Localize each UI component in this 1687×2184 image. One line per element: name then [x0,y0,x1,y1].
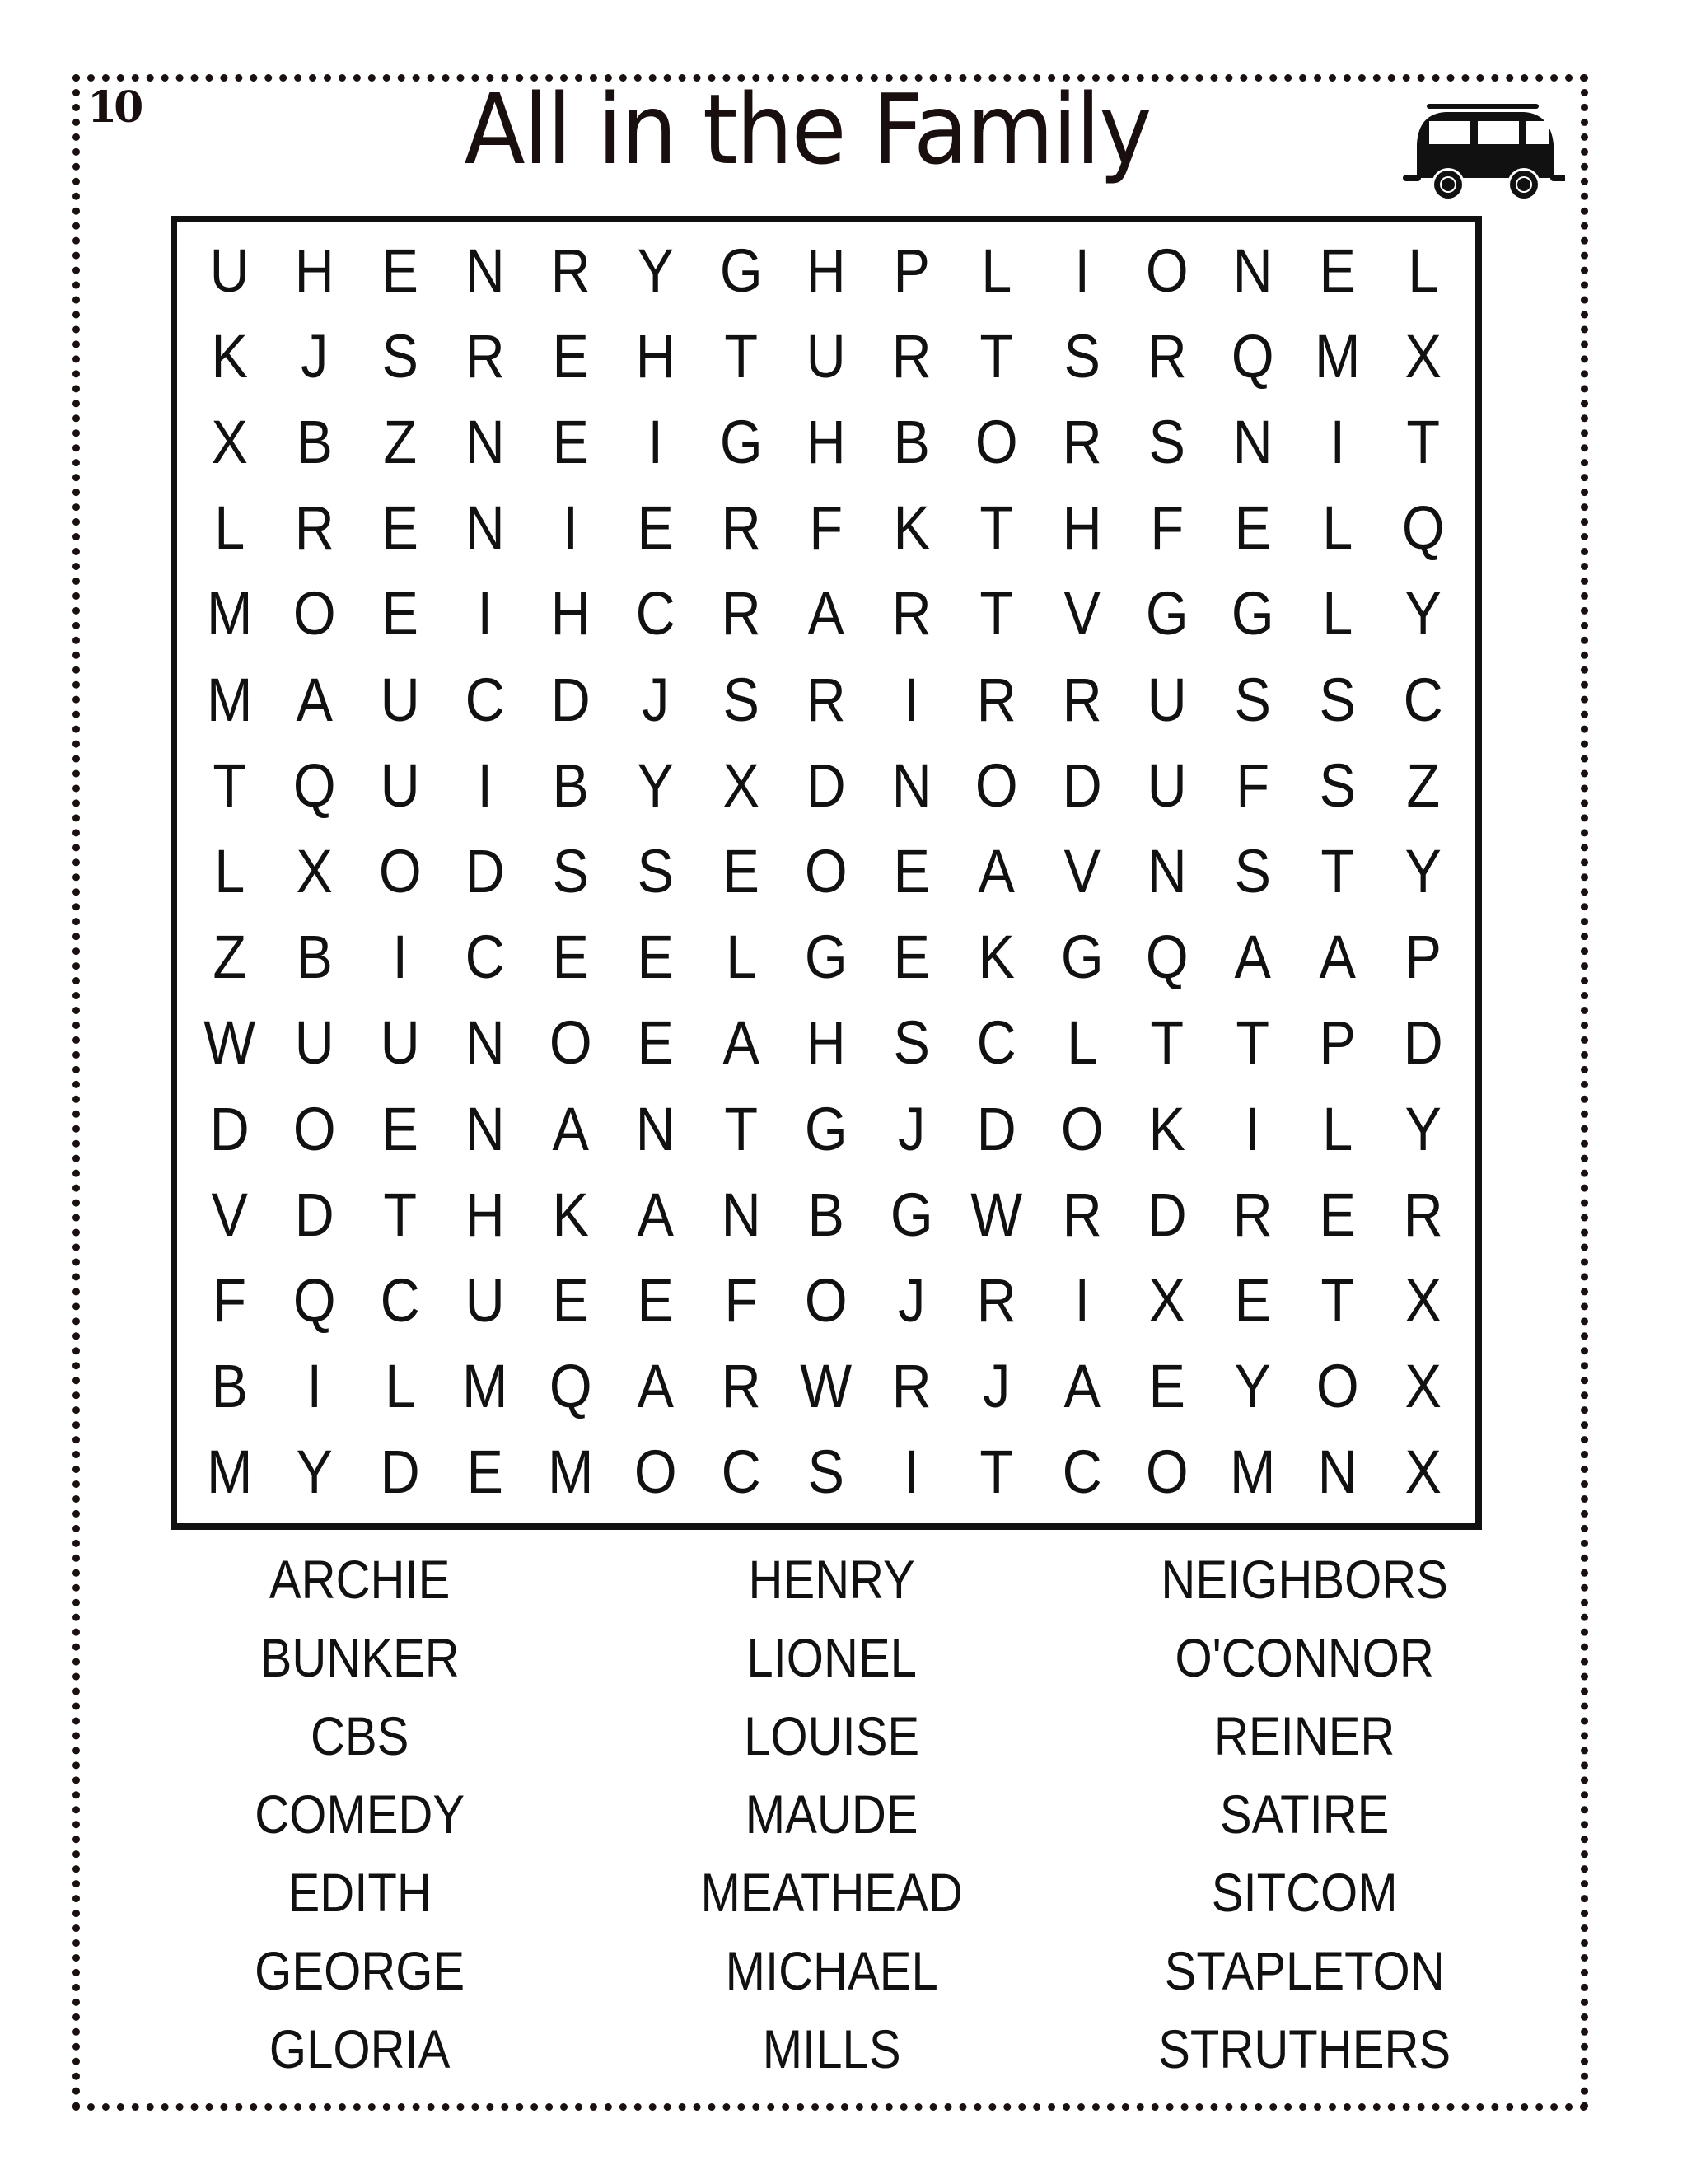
grid-cell[interactable]: N [1232,407,1273,476]
grid-cell[interactable]: R [295,493,335,563]
grid-cell[interactable]: S [1234,665,1271,734]
grid-cell[interactable]: S [381,321,418,391]
grid-cell[interactable]: K [211,321,248,391]
grid-cell[interactable]: Q [293,751,337,820]
grid-cell[interactable]: B [552,751,589,820]
word-list-item: O'CONNOR [1175,1627,1434,1688]
grid-cell[interactable]: O [1060,1094,1104,1163]
grid-cell[interactable]: I [1245,1094,1260,1163]
grid-cell[interactable]: M [1229,1438,1276,1507]
grid-cell[interactable]: L [981,236,1012,305]
grid-cell[interactable]: H [295,236,335,305]
grid-cell[interactable]: R [721,1352,761,1421]
grid-cell[interactable]: R [721,579,761,648]
grid-cell[interactable]: F [809,493,844,563]
grid-cell[interactable]: A [978,836,1016,905]
grid-cell[interactable]: Z [383,407,417,476]
grid-cell[interactable]: P [1319,1008,1357,1078]
grid-cell[interactable]: I [306,1352,323,1421]
grid-cell[interactable]: B [893,407,930,476]
grid-cell[interactable]: X [1404,1352,1442,1421]
camper-van-icon [1400,99,1565,206]
grid-cell[interactable]: B [296,407,334,476]
grid-cell[interactable]: L [1322,493,1353,563]
grid-cell[interactable]: Y [1234,1352,1271,1421]
grid-cell[interactable]: Q [1401,493,1445,563]
grid-cell[interactable]: U [380,751,420,820]
grid-cell[interactable]: Q [549,1352,592,1421]
grid-cell[interactable]: F [1150,493,1185,563]
grid-cell[interactable]: G [805,1094,848,1163]
grid-cell[interactable]: R [891,321,932,391]
word-list-item: ARCHIE [269,1549,451,1610]
grid-cell[interactable]: E [722,836,759,905]
grid-cell[interactable]: O [1145,1438,1189,1507]
grid-cell[interactable]: T [979,321,1014,391]
grid-cell[interactable]: N [465,1094,506,1163]
grid-cell[interactable]: Y [1404,1094,1442,1163]
grid-cell[interactable]: Y [637,236,675,305]
grid-cell[interactable]: M [1315,321,1361,391]
grid-cell[interactable]: I [477,751,493,820]
grid-cell[interactable]: N [465,493,506,563]
grid-cell[interactable]: D [380,1438,420,1507]
grid-cell[interactable]: E [552,1265,589,1335]
grid-cell[interactable]: C [465,665,506,734]
grid-cell[interactable]: V [1063,836,1101,905]
grid-cell[interactable]: T [383,1180,417,1249]
grid-cell[interactable]: B [807,1180,845,1249]
grid-cell[interactable]: A [552,1094,589,1163]
grid-cell[interactable]: U [1147,665,1187,734]
word-list-item: MAUDE [745,1784,918,1845]
grid-cell[interactable]: P [893,236,930,305]
word-list-item: HENRY [748,1549,916,1610]
grid-cell[interactable]: N [636,1094,676,1163]
grid-cell[interactable]: D [295,1180,335,1249]
grid-cell[interactable]: O [975,751,1018,820]
grid-cell[interactable]: E [1234,493,1271,563]
grid-cell[interactable]: T [1150,1008,1185,1078]
grid-cell[interactable]: C [636,579,676,648]
grid-cell[interactable]: X [296,836,334,905]
grid-cell[interactable]: T [1320,1265,1355,1335]
grid-cell[interactable]: G [719,407,763,476]
grid-cell[interactable]: D [209,1094,250,1163]
word-list-item: MEATHEAD [700,1862,964,1923]
page-number: 10 [87,82,141,133]
grid-cell[interactable]: T [979,579,1014,648]
grid-cell[interactable]: Y [1404,579,1442,648]
grid-cell[interactable]: M [462,1352,508,1421]
grid-cell[interactable]: H [806,407,847,476]
grid-cell[interactable]: C [976,1008,1016,1078]
grid-cell[interactable]: V [1063,579,1101,648]
grid-cell[interactable]: E [1319,236,1357,305]
grid-cell[interactable]: H [1062,493,1102,563]
grid-cell[interactable]: D [465,836,506,905]
grid-cell[interactable]: T [724,321,758,391]
grid-cell[interactable]: T [213,751,247,820]
word-list-item: SATIRE [1219,1784,1390,1845]
grid-cell[interactable]: I [477,579,493,648]
word-list-item: COMEDY [255,1784,465,1845]
grid-cell[interactable]: A [722,1008,759,1078]
grid-cell[interactable]: S [722,665,759,734]
grid-cell[interactable]: O [293,579,337,648]
grid-cell[interactable]: O [1315,1352,1359,1421]
grid-cell[interactable]: I [1074,236,1090,305]
grid-cell[interactable]: T [1320,836,1355,905]
grid-cell[interactable]: N [721,1180,761,1249]
grid-cell[interactable]: R [806,665,847,734]
grid-cell[interactable]: J [642,665,670,734]
grid-cell[interactable]: G [719,236,763,305]
grid-cell[interactable]: L [214,493,245,563]
page-title: All in the Family [464,72,1151,186]
grid-cell[interactable]: I [647,407,664,476]
grid-cell[interactable]: O [549,1008,592,1078]
grid-cell[interactable]: E [552,407,589,476]
grid-cell[interactable]: L [1066,1008,1097,1078]
grid-cell[interactable]: R [891,579,932,648]
grid-cell[interactable]: O [805,1265,848,1335]
word-list-item: LOUISE [744,1705,920,1766]
grid-cell[interactable]: N [1232,236,1273,305]
grid-cell[interactable]: R [721,493,761,563]
grid-cell[interactable]: E [637,923,675,992]
grid-cell[interactable]: L [1322,579,1353,648]
grid-cell[interactable]: R [465,321,506,391]
grid-cell[interactable]: E [1319,1180,1357,1249]
grid-cell[interactable]: A [296,665,334,734]
grid-cell[interactable]: I [1330,407,1346,476]
grid-cell[interactable]: U [465,1265,506,1335]
grid-cell[interactable]: E [552,923,589,992]
grid-cell[interactable]: D [976,1094,1016,1163]
grid-cell[interactable]: S [1319,665,1357,734]
word-list-item: STRUTHERS [1157,2018,1451,2079]
grid-cell[interactable]: R [891,1352,932,1421]
grid-cell[interactable]: O [634,1438,677,1507]
grid-cell[interactable]: H [806,1008,847,1078]
grid-cell[interactable]: A [1234,923,1271,992]
grid-cell[interactable]: N [465,236,506,305]
grid-cell[interactable]: T [1235,1008,1269,1078]
grid-cell[interactable]: B [211,1352,248,1421]
word-list-item: MICHAEL [725,1940,939,2001]
grid-cell[interactable]: O [805,836,848,905]
grid-cell[interactable]: E [637,493,675,563]
grid-cell[interactable]: I [392,923,408,992]
grid-cell[interactable]: S [1234,836,1271,905]
grid-cell[interactable]: N [891,751,932,820]
grid-cell[interactable]: Q [1231,321,1274,391]
grid-cell[interactable]: N [1147,836,1187,905]
grid-cell[interactable]: A [637,1180,675,1249]
grid-cell[interactable]: Y [296,1438,334,1507]
grid-cell[interactable]: S [807,1438,845,1507]
word-list [124,1541,1540,2088]
grid-cell[interactable]: J [301,321,329,391]
word-list-item: MILLS [763,2018,901,2079]
grid-cell[interactable]: J [897,1265,926,1335]
grid-cell[interactable]: E [381,579,418,648]
grid-cell[interactable]: I [1074,1265,1090,1335]
grid-cell[interactable]: F [213,1265,247,1335]
grid-cell[interactable]: F [1235,751,1269,820]
grid-cell[interactable]: X [1404,1438,1442,1507]
grid-cell[interactable]: K [893,493,930,563]
grid-cell[interactable]: N [465,1008,506,1078]
grid-cell[interactable]: Y [1404,836,1442,905]
grid-cell[interactable]: K [552,1180,589,1249]
word-list-item: LIONEL [746,1627,918,1688]
word-list-item: NEIGHBORS [1161,1549,1448,1610]
grid-cell[interactable]: G [890,1180,933,1249]
grid-cell[interactable]: C [1403,665,1443,734]
grid-cell[interactable]: R [1232,1180,1273,1249]
grid-cell[interactable]: E [893,923,930,992]
grid-cell[interactable]: E [466,1438,504,1507]
word-list-item: SITCOM [1211,1862,1398,1923]
grid-cell[interactable]: A [807,579,845,648]
grid-cell[interactable]: E [552,321,589,391]
grid-cell[interactable]: D [550,665,591,734]
grid-cell[interactable]: I [904,665,919,734]
grid-cell[interactable]: Q [1145,923,1189,992]
grid-cell[interactable]: C [1062,1438,1102,1507]
grid-cell[interactable]: E [381,236,418,305]
grid-cell[interactable]: A [637,1352,675,1421]
grid-cell[interactable]: T [1405,407,1440,476]
grid-cell[interactable]: E [1148,1352,1186,1421]
grid-cell[interactable]: O [1145,236,1189,305]
grid-cell[interactable]: E [893,836,930,905]
grid-cell[interactable]: B [296,923,334,992]
grid-cell[interactable]: D [1403,1008,1443,1078]
grid-cell[interactable]: P [1404,923,1442,992]
word-list-item: BUNKER [259,1627,460,1688]
grid-cell[interactable]: A [1319,923,1357,992]
grid-cell[interactable]: E [381,493,418,563]
grid-cell[interactable]: W [800,1352,853,1421]
grid-cell[interactable]: C [465,923,506,992]
grid-cell[interactable]: I [904,1438,919,1507]
grid-cell[interactable]: U [380,1008,420,1078]
grid-cell[interactable]: Z [1405,751,1440,820]
grid-cell[interactable]: X [1404,321,1442,391]
grid-cell[interactable]: S [552,836,589,905]
grid-cell[interactable]: U [295,1008,335,1078]
grid-cell[interactable]: R [1062,1180,1102,1249]
word-list-item: GEORGE [255,1940,465,2001]
grid-cell[interactable]: A [1063,1352,1101,1421]
grid-cell[interactable]: R [1403,1180,1443,1249]
grid-cell[interactable]: N [1317,1438,1358,1507]
grid-cell[interactable]: T [724,1094,758,1163]
word-list-item: CBS [310,1705,409,1766]
grid-cell[interactable]: Q [293,1265,337,1335]
grid-cell[interactable]: S [1148,407,1186,476]
grid-cell[interactable]: O [293,1094,337,1163]
grid-cell[interactable]: J [983,1352,1011,1421]
grid-cell[interactable]: K [1148,1094,1186,1163]
grid-cell[interactable]: X [1404,1265,1442,1335]
grid-cell[interactable]: S [1063,321,1101,391]
word-list-item: STAPLETON [1164,1940,1445,2001]
grid-cell[interactable]: H [465,1180,506,1249]
word-list-item: GLORIA [269,2018,451,2079]
grid-cell[interactable]: M [206,1438,253,1507]
grid-cell[interactable]: E [637,1008,675,1078]
grid-cell[interactable]: L [385,1352,416,1421]
grid-cell[interactable]: E [637,1265,675,1335]
grid-cell[interactable]: U [209,236,250,305]
grid-cell[interactable]: U [380,665,420,734]
grid-cell[interactable]: M [206,665,253,734]
grid-cell[interactable]: R [1147,321,1187,391]
word-search-grid [171,216,1482,1530]
grid-cell[interactable]: D [1062,751,1102,820]
grid-cell[interactable]: O [975,407,1018,476]
grid-cell[interactable]: J [897,1094,926,1163]
grid-cell[interactable]: M [547,1438,594,1507]
grid-cell[interactable]: R [1062,665,1102,734]
grid-cell[interactable]: L [1322,1094,1353,1163]
grid-cell[interactable]: R [550,236,591,305]
grid-cell[interactable]: G [1060,923,1104,992]
grid-cell[interactable]: N [465,407,506,476]
grid-cell[interactable]: Z [213,923,247,992]
grid-cell[interactable]: H [636,321,676,391]
grid-cell[interactable]: E [381,1094,418,1163]
grid-cell[interactable]: S [1319,751,1357,820]
grid-cell[interactable]: S [893,1008,930,1078]
grid-cell[interactable]: O [378,836,422,905]
grid-cell[interactable]: C [380,1265,420,1335]
grid-cell[interactable]: L [726,923,757,992]
grid-cell[interactable]: R [976,665,1016,734]
grid-cell[interactable]: D [806,751,847,820]
grid-cell[interactable]: T [979,493,1014,563]
grid-cell[interactable]: U [806,321,847,391]
grid-cell[interactable]: L [1407,236,1438,305]
grid-cell[interactable]: L [214,836,245,905]
word-list-item: EDITH [287,1862,432,1923]
grid-cell[interactable]: V [211,1180,248,1249]
grid-cell[interactable]: X [211,407,248,476]
word-list-item: REINER [1213,1705,1395,1766]
grid-cell[interactable]: G [805,923,848,992]
grid-cell[interactable]: R [976,1265,1016,1335]
grid-cell[interactable]: G [1145,579,1189,648]
grid-cell[interactable]: F [724,1265,758,1335]
grid-cell[interactable]: Y [637,751,675,820]
grid-cell[interactable]: U [1147,751,1187,820]
grid-cell[interactable]: I [563,493,578,563]
grid-cell[interactable]: T [979,1438,1014,1507]
grid-cell[interactable]: X [722,751,759,820]
grid-cell[interactable]: M [206,579,253,648]
grid-cell[interactable]: H [550,579,591,648]
grid-cell[interactable]: K [978,923,1016,992]
grid-cell[interactable]: X [1148,1265,1186,1335]
grid-cell[interactable]: W [203,1008,256,1078]
grid-cell[interactable]: G [1231,579,1274,648]
grid-cell[interactable]: R [1062,407,1102,476]
grid-cell[interactable]: D [1147,1180,1187,1249]
grid-cell[interactable]: E [1234,1265,1271,1335]
grid-cell[interactable]: C [721,1438,761,1507]
grid-cell[interactable]: S [637,836,675,905]
grid-cell[interactable]: W [970,1180,1023,1249]
grid-cell[interactable]: H [806,236,847,305]
